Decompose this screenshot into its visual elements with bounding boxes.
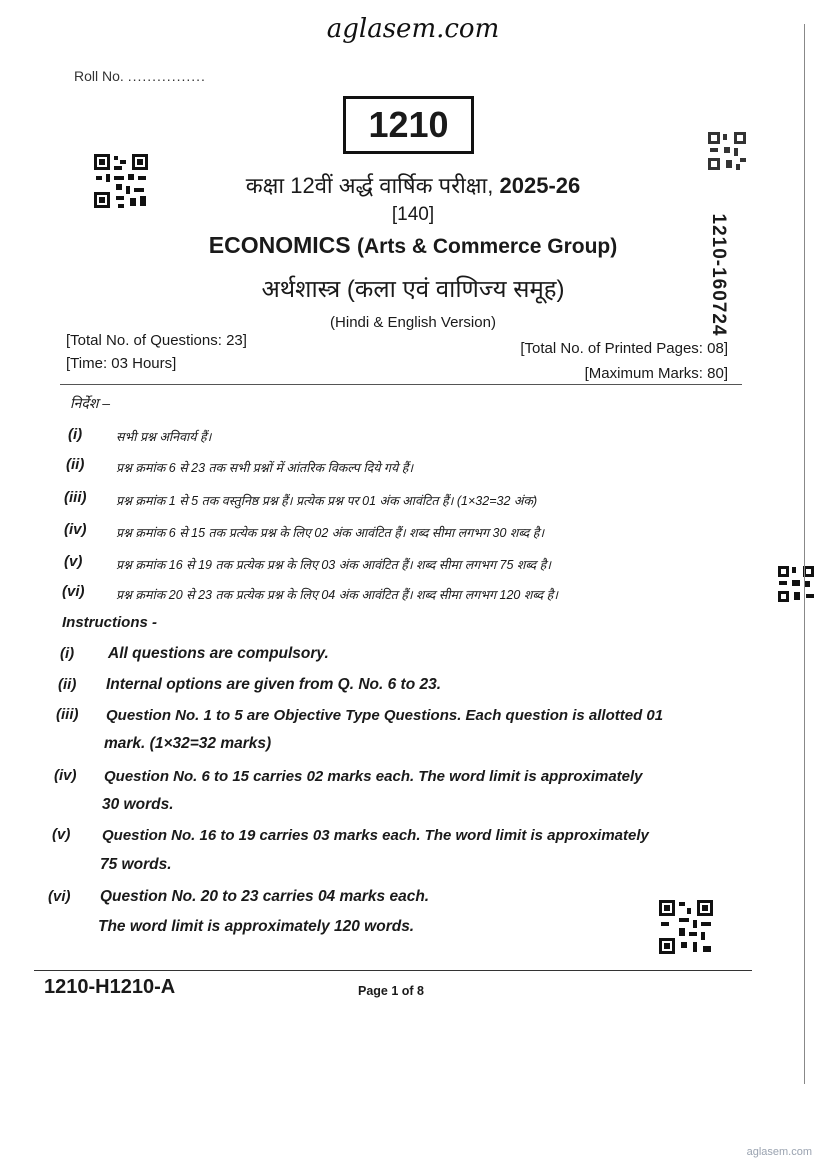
maximum-marks: [Maximum Marks: 80] <box>584 365 728 382</box>
qr-code-icon <box>776 564 816 604</box>
site-name: aglasem.com <box>326 14 500 44</box>
item-text: प्रश्न क्रमांक 1 से 5 तक वस्तुनिष्ठ प्रश्न हैं। प्रत्येक प्रश्न पर 01 अंक आवंटित हैं। (1×32=32 अंक) <box>116 494 538 508</box>
subject-title-hindi: अर्थशास्त्र (कला एवं वाणिज्य समूह) <box>261 276 565 303</box>
paper-code-box: 1210 <box>343 96 474 154</box>
side-code-text: 1210-160724 <box>708 213 729 337</box>
item-text: Question No. 6 to 15 carries 02 marks each. The word limit is approximately <box>104 768 643 785</box>
item-number: (i) <box>60 645 75 662</box>
roll-number-field <box>74 68 206 84</box>
item-text: Question No. 20 to 23 carries 04 marks each. <box>100 888 430 905</box>
item-text-continued: The word limit is approximately 120 words. <box>98 918 415 935</box>
page-number: Page 1 of 8 <box>358 984 424 998</box>
english-instructions-heading: Instructions - <box>62 614 158 631</box>
item-text: Internal options are given from Q. No. 6 to 23. <box>106 676 442 693</box>
item-number: (iii) <box>56 706 79 723</box>
item-text: सभी प्रश्न अनिवार्य हैं। <box>116 430 212 444</box>
item-text: All questions are compulsory. <box>108 645 329 662</box>
item-number: (i) <box>68 426 83 443</box>
item-number: (iii) <box>64 489 87 506</box>
item-number: (iv) <box>64 521 87 538</box>
roll-dots: ................ <box>127 68 206 84</box>
item-number: (vi) <box>48 888 71 905</box>
item-number: (ii) <box>58 676 77 693</box>
qr-code-icon <box>706 130 748 172</box>
exam-title <box>0 170 826 200</box>
item-number: (vi) <box>62 583 85 600</box>
item-text: प्रश्न क्रमांक 6 से 15 तक प्रत्येक प्रश्न के लिए 02 अंक आवंटित हैं। शब्द सीमा लगभग 30 शब्द है। <box>116 526 545 540</box>
time-allowed: [Time: 03 Hours] <box>66 355 177 372</box>
watermark: aglasem.com <box>746 1146 812 1158</box>
item-text: प्रश्न क्रमांक 16 से 19 तक प्रत्येक प्रश्न के लिए 03 अंक आवंटित हैं। शब्द सीमा लगभग 75 शब्द है। <box>116 558 552 572</box>
version-note: (Hindi & English Version) <box>330 314 496 331</box>
item-text-continued: mark. (1×32=32 marks) <box>104 735 272 752</box>
item-number: (ii) <box>66 456 85 473</box>
qr-code-icon <box>657 898 715 956</box>
item-text: प्रश्न क्रमांक 20 से 23 तक प्रत्येक प्रश्न के लिए 04 अंक आवंटित हैं। शब्द सीमा लगभग 120 शब्द है। <box>116 588 558 602</box>
footer-divider <box>34 970 752 971</box>
divider <box>60 384 742 385</box>
item-number: (v) <box>64 553 83 570</box>
item-text: प्रश्न क्रमांक 6 से 23 तक सभी प्रश्नों में आंतरिक विकल्प दिये गये हैं। <box>116 461 414 475</box>
page-edge-line <box>804 24 805 1084</box>
item-text: Question No. 16 to 19 carries 03 marks each. The word limit is approximately <box>102 827 649 844</box>
subject-name: ECONOMICS <box>208 232 351 258</box>
item-text-continued: 30 words. <box>102 796 174 813</box>
roll-label: Roll No. <box>74 68 124 84</box>
exam-year: 2025-26 <box>499 173 581 198</box>
item-text: Question No. 1 to 5 are Objective Type Questions. Each question is allotted 01 <box>106 707 664 724</box>
total-questions: [Total No. of Questions: 23] <box>66 332 247 349</box>
subject-code: [140] <box>391 204 435 225</box>
item-number: (iv) <box>54 767 77 784</box>
footer-paper-code: 1210-H1210-A <box>44 976 176 998</box>
subject-title-english <box>0 232 826 259</box>
subject-group: (Arts & Commerce Group) <box>357 235 618 258</box>
printed-pages: [Total No. of Printed Pages: 08] <box>520 340 728 357</box>
item-text-continued: 75 words. <box>100 856 172 873</box>
item-number: (v) <box>52 826 71 843</box>
hindi-instructions-heading: निर्देश – <box>70 395 111 411</box>
exam-title-hindi: कक्षा 12वीं अर्द्ध वार्षिक परीक्षा, <box>245 173 494 198</box>
